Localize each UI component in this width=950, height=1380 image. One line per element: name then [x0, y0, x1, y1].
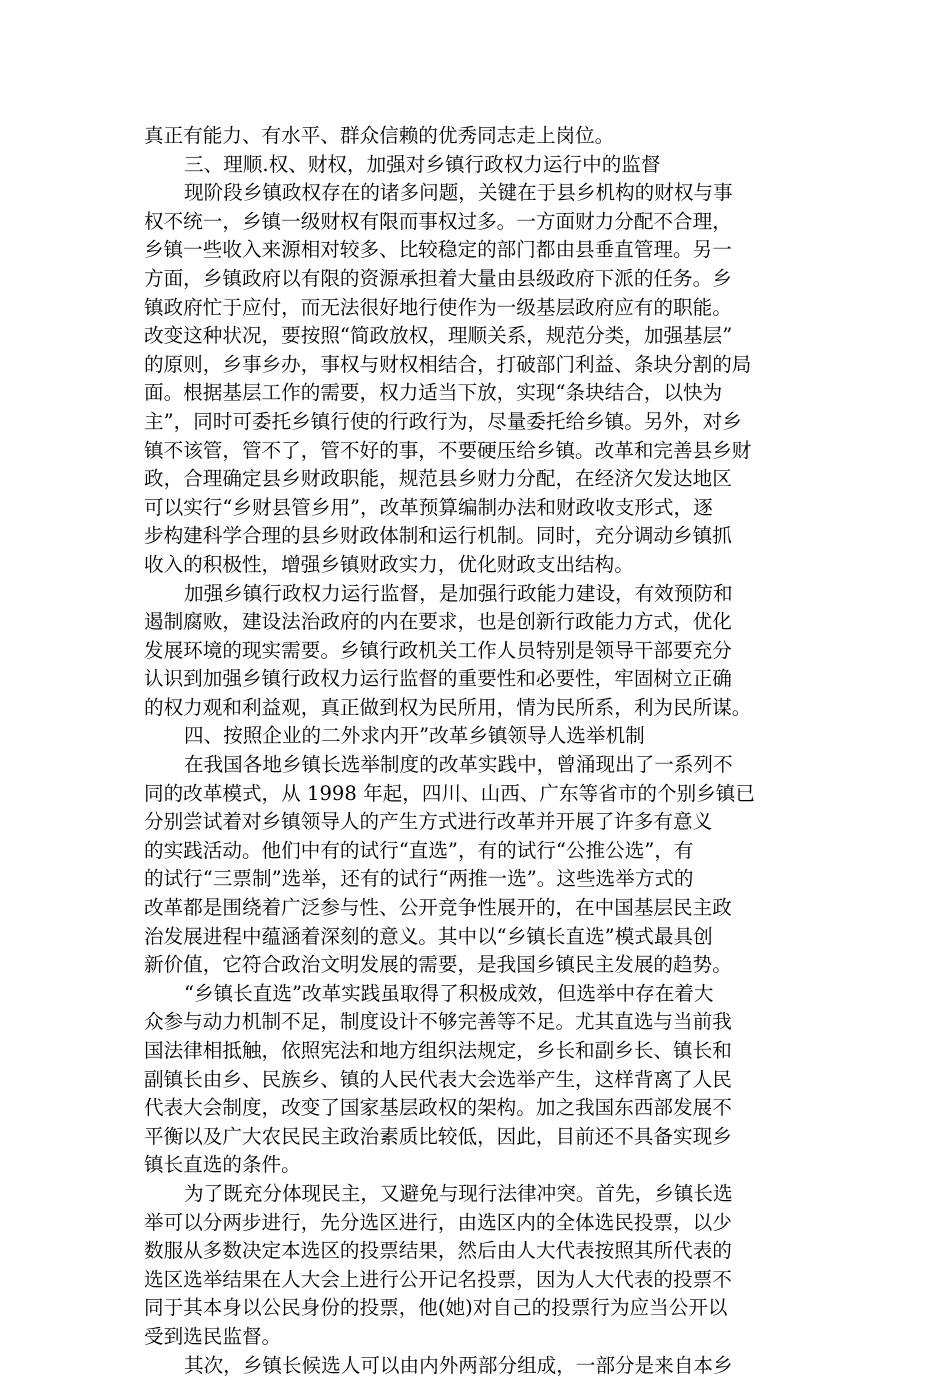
text-line: 副镇长由乡、民族乡、镇的人民代表大会选举产生，这样背离了人民 [144, 1067, 732, 1091]
text-line: 政，合理确定县乡财政职能，规范县乡财力分配，在经济欠发达地区 [144, 467, 732, 491]
text-line: 三、理顺.权、财权，加强对乡镇行政权力运行中的监督 [184, 152, 661, 176]
text-line: 镇政府忙于应付，而无法很好地行使作为一级基层政府应有的职能。 [144, 295, 732, 319]
text-line: 治发展进程中蕴涵着深刻的意义。其中以“乡镇长直选”模式最具创 [144, 924, 713, 948]
text-line: 可以实行“乡财县管乡用”，改革预算编制办法和财政收支形式，逐 [144, 495, 713, 519]
text-line: 其次，乡镇长候选人可以由内外两部分组成，一部分是来自本乡 [184, 1353, 733, 1377]
text-line: 的权力观和利益观，真正做到权为民所用，情为民所系，利为民所谋。 [144, 695, 752, 719]
text-line: 国法律相抵触，依照宪法和地方组织法规定，乡长和副乡长、镇长和 [144, 1039, 732, 1062]
text-line: 的试行“三票制”选举，还有的试行“两推一选”。这些选举方式的 [144, 867, 694, 891]
text-line: 同于其本身以公民身份的投票，他(她)对自己的投票行为应当公开以 [144, 1296, 728, 1320]
text-line: 加强乡镇行政权力运行监督，是加强行政能力建设，有效预防和 [184, 581, 733, 605]
text-line: 面。根据基层工作的需要，权力适当下放，实现“条块结合，以快为 [144, 381, 723, 405]
text-line: 主”，同时可委托乡镇行使的行政行为，尽量委托给乡镇。另外，对乡 [144, 409, 742, 433]
text-line: 平衡以及广大农民民主政治素质比较低，因此，目前还不具备实现乡 [144, 1124, 732, 1148]
text-line: 选区选举结果在人大会上进行公开记名投票，因为人大代表的投票不 [144, 1267, 732, 1291]
text-line: 为了既充分体现民主，又避免与现行法律冲突。首先，乡镇长选 [184, 1181, 733, 1205]
text-line: 的实践活动。他们中有的试行“直选”，有的试行“公推公选”，有 [144, 838, 694, 862]
text-line: 在我国各地乡镇长选举制度的改革实践中，曾涌现出了一系列不 [184, 753, 733, 777]
text-line: 发展环境的现实需要。乡镇行政机关工作人员特别是领导干部要充分 [144, 638, 732, 662]
text-line: 乡镇一些收入来源相对较多、比较稳定的部门都由县垂直管理。另一 [144, 238, 732, 262]
text-line: 现阶段乡镇政权存在的诸多问题，关键在于县乡机构的财权与事 [184, 181, 733, 205]
text-line: 认识到加强乡镇行政权力运行监督的重要性和必要性，牢固树立正确 [144, 667, 732, 691]
text-line: 分别尝试着对乡镇领导人的产生方式进行改革并开展了许多有意义 [144, 810, 713, 834]
text-line: 的原则，乡事乡办，事权与财权相结合，打破部门利益、条块分割的局 [144, 352, 752, 376]
text-line: 众参与动力机制不足，制度设计不够完善等不足。尤其直选与当前我 [144, 1010, 732, 1034]
text-line: 收入的积极性，增强乡镇财政实力，优化财政支出结构。 [144, 552, 634, 576]
document-body [144, 122, 810, 1380]
text-line: 数服从多数决定本选区的投票结果，然后由人大代表按照其所代表的 [144, 1239, 732, 1263]
text-line: “乡镇长直选”改革实践虽取得了积极成效，但选举中存在着大 [184, 981, 714, 1005]
text-line: 镇不该管，管不了，管不好的事，不要硬压给乡镇。改革和完善县乡财 [144, 438, 752, 462]
text-line: 受到选民监督。 [144, 1324, 282, 1348]
text-line: 真正有能力、有水平、群众信赖的优秀同志走上岗位。 [144, 124, 615, 147]
text-line: 遏制腐败，建设法治政府的内在要求，也是创新行政能力方式，优化 [144, 610, 732, 634]
text-line: 改变这种状况，要按照“简政放权，理顺关系，规范分类，加强基层” [144, 324, 733, 348]
text-line: 代表大会制度，改变了国家基层政权的架构。加之我国东西部发展不 [144, 1096, 732, 1120]
text-line: 四、按照企业的二外求内开”改革乡镇领导人选举机制 [184, 724, 645, 748]
text-line: 权不统一，乡镇一级财权有限而事权过多。一方面财力分配不合理， [144, 209, 732, 233]
text-line: 新价值，它符合政治文明发展的需要，是我国乡镇民主发展的趋势。 [144, 953, 732, 977]
text-line: 镇长直选的条件。 [144, 1153, 301, 1177]
text-line: 举可以分两步进行，先分选区进行，由选区内的全体选民投票，以少 [144, 1210, 732, 1234]
text-line: 步构建科学合理的县乡财政体制和运行机制。同时，充分调动乡镇抓 [144, 524, 732, 548]
text-line: 同的改革模式，从 1998 年起，四川、山西、广东等省市的个别乡镇已 [144, 781, 755, 805]
text-line: 方面，乡镇政府以有限的资源承担着大量由县级政府下派的任务。乡 [144, 266, 732, 290]
text-line: 改革都是围绕着广泛参与性、公开竞争性展开的，在中国基层民主政 [144, 896, 732, 920]
